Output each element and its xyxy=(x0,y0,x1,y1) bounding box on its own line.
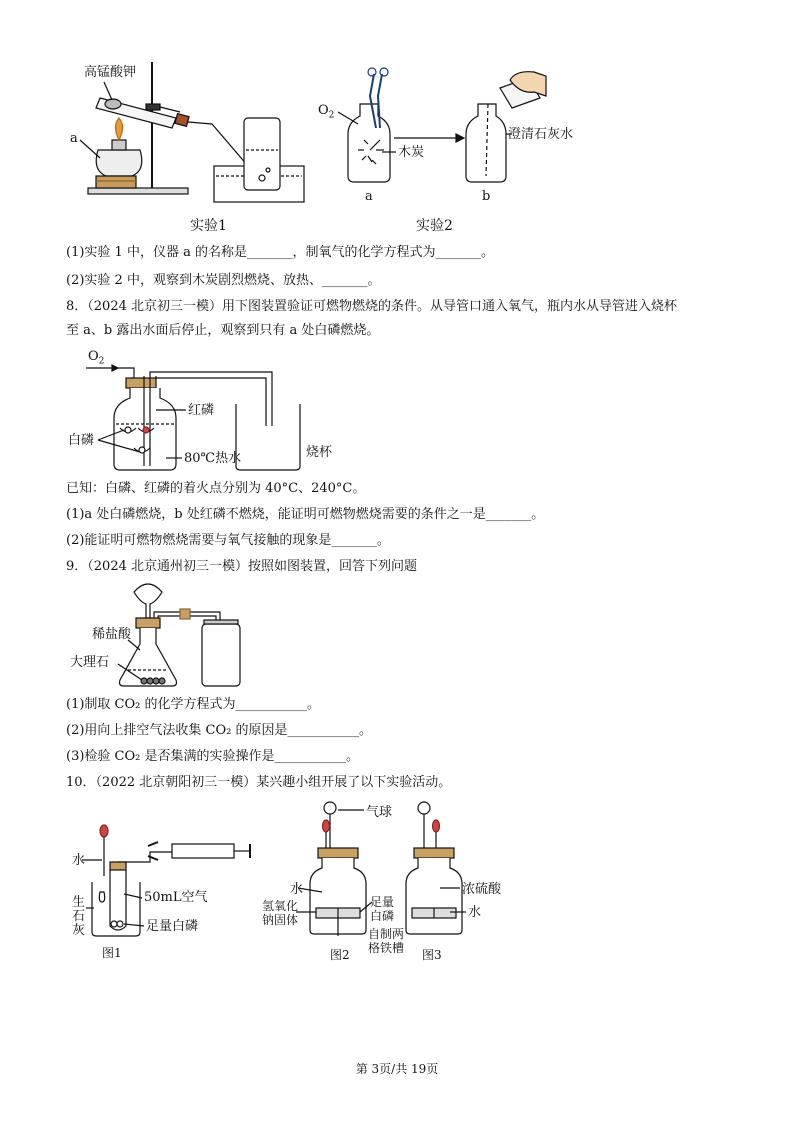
question-8-intro-line-1: 8．（2024 北京初三一模）用下图装置验证可燃物燃烧的条件。从导管口通入氧气，瓶内水从导管进入烧杯 xyxy=(66,299,677,314)
label-iron-tray: 自制两 格铁槽 xyxy=(368,927,405,955)
question-9-part-2: (2)用向上排空气法收集 CO₂ 的原因是___________。 xyxy=(66,723,372,738)
question-7-part-2: (2)实验 2 中，观察到木炭剧烈燃烧、放热、_______。 xyxy=(66,273,381,288)
label-excess-white-p: 足量 白磷 xyxy=(370,895,395,923)
label-charcoal: 木炭 xyxy=(398,145,425,160)
question-9-part-1: (1)制取 CO₂ 的化学方程式为___________。 xyxy=(66,697,320,712)
label-limewater: 澄清石灰水 xyxy=(508,127,574,142)
label-beaker: 烧杯 xyxy=(306,445,333,460)
caption-experiment-2: 实验2 xyxy=(416,218,453,234)
question-8-part-2: (2)能证明可燃物燃烧需要与氧气接触的现象是_______。 xyxy=(66,533,390,548)
label-fig1-water: 水 xyxy=(72,853,86,868)
label-instrument-a: a xyxy=(70,131,78,146)
caption-figure-1: 图1 xyxy=(102,946,122,960)
question-9-intro: 9．（2024 北京通州初三一模）按照如图装置，回答下列问题 xyxy=(66,559,417,574)
label-fig3-water: 水 xyxy=(468,905,482,920)
label-marble: 大理石 xyxy=(70,655,110,670)
question-7-part-1: (1)实验 1 中，仪器 a 的名称是_______，制氧气的化学方程式为_______。 xyxy=(66,245,494,260)
question-8-known: 已知：白磷、红磷的着火点分别为 40°C、240°C。 xyxy=(66,481,366,496)
page-footer: 第 3页/共 19页 xyxy=(355,1062,439,1076)
label-hot-water: 80℃热水 xyxy=(184,451,242,466)
caption-figure-3: 图3 xyxy=(422,948,442,962)
label-quicklime: 生 石 灰 xyxy=(72,895,86,938)
question-9-part-3: (3)检验 CO₂ 是否集满的实验操作是___________。 xyxy=(66,749,359,764)
label-dilute-hcl: 稀盐酸 xyxy=(92,627,132,642)
label-naoh-solid: 氢氧化 钠固体 xyxy=(262,899,299,927)
caption-experiment-1: 实验1 xyxy=(190,218,227,234)
label-fig2-water: 水 xyxy=(290,882,304,897)
question-8-intro-line-2: 至 a、b 露出水面后停止，观察到只有 a 处白磷燃烧。 xyxy=(66,323,380,338)
label-bottle-b: b xyxy=(482,189,491,204)
label-kmno4: 高锰酸钾 xyxy=(84,65,137,80)
caption-figure-2: 图2 xyxy=(330,948,350,962)
label-balloon: 气球 xyxy=(366,805,393,820)
label-fig1-white-p: 足量白磷 xyxy=(146,919,199,934)
label-o2: $O_2$ xyxy=(318,103,335,121)
question-10-intro: 10．（2022 北京朝阳初三一模）某兴趣小组开展了以下实验活动。 xyxy=(66,775,452,790)
label-red-phosphorus: 红磷 xyxy=(188,403,215,418)
label-50ml-air: 50mL空气 xyxy=(144,890,208,905)
question-8-part-1: (1)a 处白磷燃烧，b 处红磷不燃烧，能证明可燃物燃烧需要的条件之一是_______。 xyxy=(66,507,545,522)
label-bottle-a: a xyxy=(365,189,373,204)
label-q8-o2: $O_2$ xyxy=(88,349,105,367)
label-conc-h2so4: 浓硫酸 xyxy=(462,882,502,897)
label-white-phosphorus: 白磷 xyxy=(68,433,95,448)
